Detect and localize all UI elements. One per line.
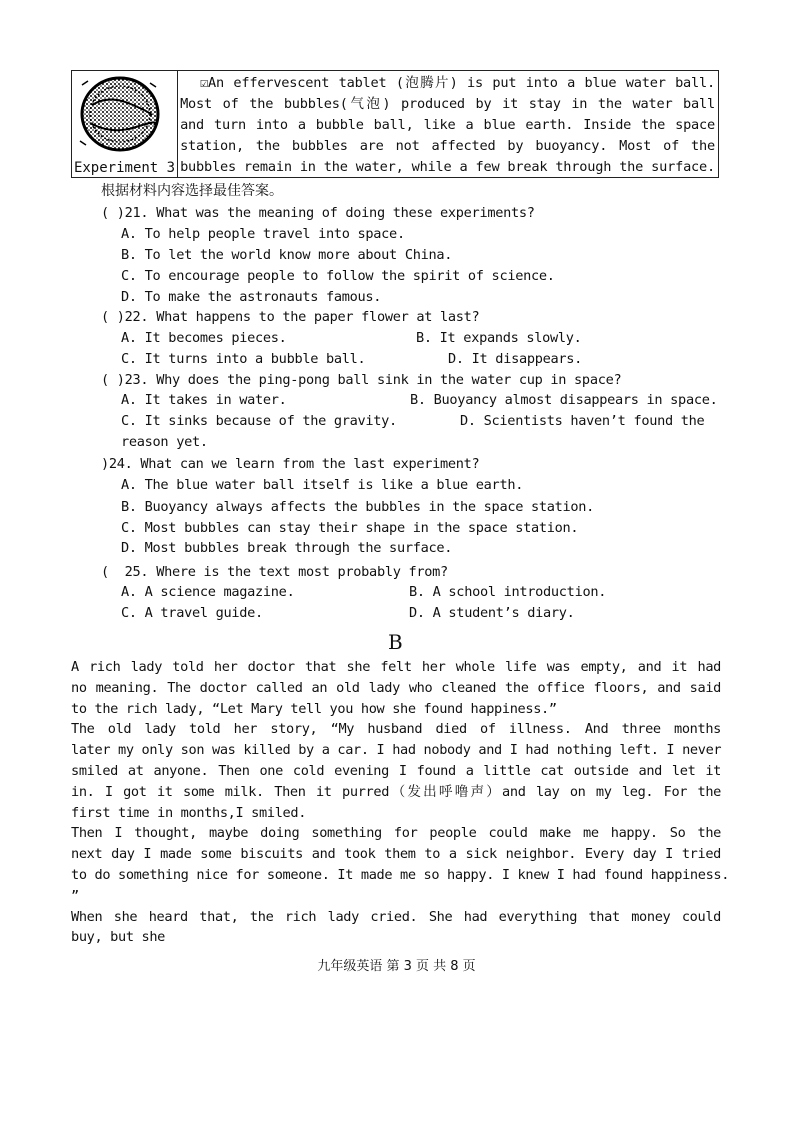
option: A. It becomes pieces. xyxy=(121,330,287,346)
reading-passage xyxy=(71,657,730,948)
option: B. Buoyancy almost disappears in space. xyxy=(410,392,718,408)
option: D. Most bubbles break through the surface. xyxy=(121,540,453,556)
passage-line: The old lady told her story, “My husband died of illness. And three months xyxy=(71,721,721,738)
question-stem: )24. What can we learn from the last experiment? xyxy=(101,456,480,472)
passage-line: no meaning. The doctor called an old lady who cleaned the office floors, and said xyxy=(71,679,721,696)
option: D. It disappears. xyxy=(448,351,583,367)
option-continuation: reason yet. xyxy=(121,434,208,450)
option: A. A science magazine. xyxy=(121,584,295,600)
option: C. It turns into a bubble ball. xyxy=(121,351,366,367)
option: D. A student’s diary. xyxy=(409,605,575,621)
experiment-line: and turn into a bubble ball, like a blue earth. Inside the space xyxy=(180,117,715,133)
passage-line: A rich lady told her doctor that she felt her whole life was empty, and it had xyxy=(71,659,721,675)
experiment-line: ☑An effervescent tablet (泡腾片) is put into a blue water ball. xyxy=(200,75,715,91)
experiment-label: Experiment 3 xyxy=(73,160,176,176)
option: B. A school introduction. xyxy=(409,584,607,600)
experiment-cell xyxy=(72,71,178,177)
passage-line: in. I got it some milk. Then it purred（发出呼噜声）and lay on my leg. For the xyxy=(71,783,721,800)
option: D. To make the astronauts famous. xyxy=(121,289,382,305)
passage-line: When she heard that, the rich lady cried. She had everything that money could xyxy=(71,908,721,925)
option: C. A travel guide. xyxy=(121,605,263,621)
experiment-line: bubbles remain in the water, while a few break through the surface. xyxy=(180,159,715,175)
passage-line: next day I made some biscuits and took them to a sick neighbor. Every day I tried xyxy=(71,846,721,863)
option: B. To let the world know more about China. xyxy=(121,247,453,263)
option: C. Most bubbles can stay their shape in the space station. xyxy=(121,520,579,536)
passage-line: to the rich lady, “Let Mary tell you how she found happiness.” xyxy=(71,700,557,717)
option: B. Buoyancy always affects the bubbles in the space station. xyxy=(121,499,595,515)
option: C. To encourage people to follow the spirit of science. xyxy=(121,268,555,284)
question-stem: ( )21. What was the meaning of doing these experiments? xyxy=(101,205,535,221)
experiment-table xyxy=(71,70,719,178)
question-stem: ( )22. What happens to the paper flower at last? xyxy=(101,309,480,325)
passage-line: later my only son was killed by a car. I had nobody and I had nothing left. I never xyxy=(71,742,722,759)
passage-line: ” xyxy=(71,887,79,904)
option: B. It expands slowly. xyxy=(416,330,582,346)
experiment-description xyxy=(178,71,718,177)
passage-line: Then I thought, maybe doing something for people could make me happy. So the xyxy=(71,825,721,842)
experiment-line: station, the bubbles are not affected by buoyancy. Most of the xyxy=(180,138,715,154)
passage-line: buy, but she xyxy=(71,929,166,946)
option: D. Scientists haven’t found the xyxy=(460,413,705,429)
bubble-ball-image xyxy=(78,75,160,153)
passage-line: first time in months,I smiled. xyxy=(71,804,307,821)
question-stem: ( )23. Why does the ping-pong ball sink in the water cup in space? xyxy=(101,372,622,388)
section-heading: B xyxy=(388,630,403,654)
option: A. To help people travel into space. xyxy=(121,226,405,242)
passage-line: to do something nice for someone. It made me so happy. I knew I had found happiness. xyxy=(71,866,730,883)
experiment-line: Most of the bubbles(气泡) produced by it stay in the water ball xyxy=(180,96,715,112)
option: C. It sinks because of the gravity. xyxy=(121,413,397,429)
passage-line: smiled at anyone. Then one cold evening I found a little cat outside and let it xyxy=(71,762,721,779)
option: A. It takes in water. xyxy=(121,392,287,408)
question-stem: ( 25. Where is the text most probably from? xyxy=(101,564,448,580)
page-footer: 九年级英语 第 3 页 共 8 页 xyxy=(317,959,476,974)
option: A. The blue water ball itself is like a blue earth. xyxy=(121,477,524,493)
instruction: 根据材料内容选择最佳答案。 xyxy=(101,183,283,199)
